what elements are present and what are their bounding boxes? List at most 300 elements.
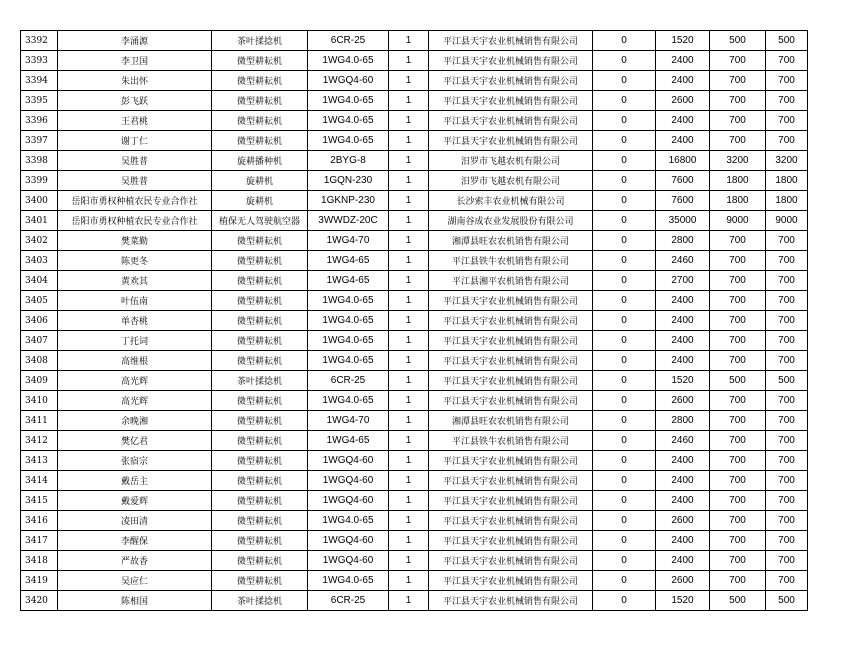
cell-serial-number: 3404 [21, 271, 58, 291]
cell-serial-number: 3402 [21, 231, 58, 251]
cell-dealer: 长沙索丰农业机械有限公司 [429, 191, 593, 211]
cell-subsidy-amount: 700 [710, 531, 766, 551]
cell-machine-type: 微型耕耘机 [212, 551, 308, 571]
cell-quantity: 1 [389, 411, 429, 431]
cell-zero-value: 0 [593, 351, 656, 371]
cell-sale-price: 7600 [656, 191, 710, 211]
cell-subsidy-amount: 700 [710, 111, 766, 131]
cell-machine-type: 微型耕耘机 [212, 231, 308, 251]
cell-serial-number: 3416 [21, 511, 58, 531]
cell-total-subsidy: 1800 [766, 191, 808, 211]
cell-sale-price: 2400 [656, 451, 710, 471]
cell-purchaser-name: 李涌源 [58, 31, 212, 51]
cell-total-subsidy: 700 [766, 71, 808, 91]
cell-subsidy-amount: 700 [710, 231, 766, 251]
table-row [21, 351, 808, 371]
cell-subsidy-amount: 700 [710, 411, 766, 431]
cell-total-subsidy: 1800 [766, 171, 808, 191]
cell-total-subsidy: 700 [766, 491, 808, 511]
cell-dealer: 平江县天宇农业机械销售有限公司 [429, 111, 593, 131]
cell-dealer: 平江县天宇农业机械销售有限公司 [429, 311, 593, 331]
cell-model: 1WG4.0-65 [308, 111, 389, 131]
cell-machine-type: 茶叶揉捻机 [212, 371, 308, 391]
cell-model: 1WG4.0-65 [308, 131, 389, 151]
table-row [21, 511, 808, 531]
cell-sale-price: 2400 [656, 551, 710, 571]
cell-purchaser-name: 余晚湘 [58, 411, 212, 431]
cell-total-subsidy: 700 [766, 531, 808, 551]
cell-purchaser-name: 陈相国 [58, 591, 212, 611]
cell-sale-price: 2460 [656, 251, 710, 271]
table-row [21, 271, 808, 291]
cell-model: 1WG4.0-65 [308, 91, 389, 111]
cell-sale-price: 2400 [656, 331, 710, 351]
cell-machine-type: 微型耕耘机 [212, 531, 308, 551]
cell-purchaser-name: 岳阳市勇权种植农民专业合作社 [58, 191, 212, 211]
cell-zero-value: 0 [593, 191, 656, 211]
cell-serial-number: 3408 [21, 351, 58, 371]
cell-total-subsidy: 700 [766, 111, 808, 131]
cell-subsidy-amount: 700 [710, 251, 766, 271]
cell-model: 1WG4.0-65 [308, 291, 389, 311]
cell-serial-number: 3414 [21, 471, 58, 491]
cell-machine-type: 微型耕耘机 [212, 571, 308, 591]
cell-total-subsidy: 700 [766, 331, 808, 351]
table-row [21, 211, 808, 231]
cell-machine-type: 微型耕耘机 [212, 251, 308, 271]
cell-zero-value: 0 [593, 591, 656, 611]
cell-sale-price: 2600 [656, 91, 710, 111]
cell-subsidy-amount: 700 [710, 471, 766, 491]
cell-zero-value: 0 [593, 211, 656, 231]
cell-purchaser-name: 樊亿君 [58, 431, 212, 451]
cell-dealer: 平江县天宇农业机械销售有限公司 [429, 71, 593, 91]
table-row [21, 531, 808, 551]
cell-machine-type: 植保无人驾驶航空器 [212, 211, 308, 231]
cell-zero-value: 0 [593, 571, 656, 591]
cell-subsidy-amount: 700 [710, 551, 766, 571]
cell-total-subsidy: 700 [766, 451, 808, 471]
table-row [21, 231, 808, 251]
cell-sale-price: 2600 [656, 571, 710, 591]
cell-model: 1WGQ4-60 [308, 451, 389, 471]
cell-purchaser-name: 高光辉 [58, 371, 212, 391]
cell-sale-price: 2400 [656, 351, 710, 371]
cell-serial-number: 3415 [21, 491, 58, 511]
cell-subsidy-amount: 9000 [710, 211, 766, 231]
cell-zero-value: 0 [593, 411, 656, 431]
cell-total-subsidy: 500 [766, 591, 808, 611]
cell-dealer: 平江县天宇农业机械销售有限公司 [429, 471, 593, 491]
cell-quantity: 1 [389, 151, 429, 171]
cell-sale-price: 2400 [656, 111, 710, 131]
cell-quantity: 1 [389, 51, 429, 71]
table-row [21, 71, 808, 91]
cell-sale-price: 2600 [656, 511, 710, 531]
table-row [21, 491, 808, 511]
cell-zero-value: 0 [593, 471, 656, 491]
cell-zero-value: 0 [593, 271, 656, 291]
cell-serial-number: 3410 [21, 391, 58, 411]
cell-dealer: 平江县天宇农业机械销售有限公司 [429, 291, 593, 311]
cell-machine-type: 微型耕耘机 [212, 451, 308, 471]
cell-quantity: 1 [389, 351, 429, 371]
cell-subsidy-amount: 700 [710, 131, 766, 151]
cell-sale-price: 2400 [656, 71, 710, 91]
cell-serial-number: 3417 [21, 531, 58, 551]
cell-subsidy-amount: 700 [710, 491, 766, 511]
subsidy-table [20, 30, 808, 611]
cell-total-subsidy: 700 [766, 351, 808, 371]
cell-dealer: 平江县天宇农业机械销售有限公司 [429, 91, 593, 111]
cell-total-subsidy: 700 [766, 571, 808, 591]
cell-total-subsidy: 700 [766, 291, 808, 311]
cell-total-subsidy: 700 [766, 251, 808, 271]
cell-model: 6CR-25 [308, 31, 389, 51]
cell-serial-number: 3412 [21, 431, 58, 451]
cell-dealer: 平江县天宇农业机械销售有限公司 [429, 571, 593, 591]
cell-total-subsidy: 500 [766, 371, 808, 391]
cell-model: 1WGQ4-60 [308, 531, 389, 551]
cell-serial-number: 3399 [21, 171, 58, 191]
table-row [21, 291, 808, 311]
cell-dealer: 平江县天宇农业机械销售有限公司 [429, 591, 593, 611]
cell-purchaser-name: 李卫国 [58, 51, 212, 71]
cell-sale-price: 1520 [656, 371, 710, 391]
cell-subsidy-amount: 700 [710, 391, 766, 411]
cell-total-subsidy: 3200 [766, 151, 808, 171]
cell-serial-number: 3418 [21, 551, 58, 571]
cell-serial-number: 3396 [21, 111, 58, 131]
cell-quantity: 1 [389, 531, 429, 551]
cell-serial-number: 3406 [21, 311, 58, 331]
cell-sale-price: 2800 [656, 231, 710, 251]
cell-model: 1WG4-65 [308, 251, 389, 271]
cell-total-subsidy: 700 [766, 311, 808, 331]
cell-sale-price: 1520 [656, 591, 710, 611]
table-row [21, 251, 808, 271]
cell-total-subsidy: 700 [766, 391, 808, 411]
cell-zero-value: 0 [593, 391, 656, 411]
cell-model: 1WG4.0-65 [308, 571, 389, 591]
cell-dealer: 平江县天宇农业机械销售有限公司 [429, 391, 593, 411]
cell-zero-value: 0 [593, 131, 656, 151]
cell-dealer: 平江县天宇农业机械销售有限公司 [429, 531, 593, 551]
cell-zero-value: 0 [593, 171, 656, 191]
cell-machine-type: 微型耕耘机 [212, 411, 308, 431]
cell-model: 1WG4.0-65 [308, 391, 389, 411]
cell-sale-price: 2600 [656, 391, 710, 411]
cell-sale-price: 2400 [656, 311, 710, 331]
cell-sale-price: 2400 [656, 531, 710, 551]
cell-sale-price: 2400 [656, 471, 710, 491]
cell-dealer: 平江县天宇农业机械销售有限公司 [429, 511, 593, 531]
cell-machine-type: 微型耕耘机 [212, 131, 308, 151]
cell-quantity: 1 [389, 551, 429, 571]
cell-serial-number: 3420 [21, 591, 58, 611]
cell-dealer: 平江县天宇农业机械销售有限公司 [429, 551, 593, 571]
cell-sale-price: 2400 [656, 291, 710, 311]
table-row [21, 91, 808, 111]
cell-model: 1WGQ4-60 [308, 471, 389, 491]
cell-model: 1GQN-230 [308, 171, 389, 191]
cell-zero-value: 0 [593, 91, 656, 111]
cell-dealer: 平江县湘平农机销售有限公司 [429, 271, 593, 291]
cell-purchaser-name: 岳阳市勇权种植农民专业合作社 [58, 211, 212, 231]
cell-machine-type: 微型耕耘机 [212, 271, 308, 291]
table-row [21, 551, 808, 571]
cell-quantity: 1 [389, 591, 429, 611]
table-row [21, 111, 808, 131]
cell-subsidy-amount: 700 [710, 71, 766, 91]
cell-total-subsidy: 700 [766, 411, 808, 431]
cell-serial-number: 3398 [21, 151, 58, 171]
table-row [21, 411, 808, 431]
cell-purchaser-name: 叶伍南 [58, 291, 212, 311]
cell-quantity: 1 [389, 191, 429, 211]
cell-dealer: 湘潭县旺农农机销售有限公司 [429, 231, 593, 251]
cell-subsidy-amount: 500 [710, 591, 766, 611]
cell-subsidy-amount: 500 [710, 371, 766, 391]
cell-dealer: 湖南谷成农业发展股份有限公司 [429, 211, 593, 231]
table-row [21, 311, 808, 331]
table-row [21, 471, 808, 491]
table-row [21, 151, 808, 171]
cell-subsidy-amount: 700 [710, 91, 766, 111]
cell-dealer: 汨罗市飞越农机有限公司 [429, 151, 593, 171]
cell-sale-price: 2400 [656, 131, 710, 151]
cell-subsidy-amount: 700 [710, 271, 766, 291]
cell-purchaser-name: 吴胜普 [58, 171, 212, 191]
cell-quantity: 1 [389, 131, 429, 151]
cell-subsidy-amount: 700 [710, 511, 766, 531]
cell-machine-type: 微型耕耘机 [212, 71, 308, 91]
cell-purchaser-name: 吴胜普 [58, 151, 212, 171]
cell-quantity: 1 [389, 391, 429, 411]
cell-quantity: 1 [389, 231, 429, 251]
cell-purchaser-name: 陈更冬 [58, 251, 212, 271]
cell-dealer: 湘潭县旺农农机销售有限公司 [429, 411, 593, 431]
cell-machine-type: 微型耕耘机 [212, 291, 308, 311]
cell-quantity: 1 [389, 211, 429, 231]
cell-sale-price: 16800 [656, 151, 710, 171]
cell-zero-value: 0 [593, 111, 656, 131]
cell-zero-value: 0 [593, 251, 656, 271]
cell-zero-value: 0 [593, 311, 656, 331]
cell-dealer: 平江县天宇农业机械销售有限公司 [429, 331, 593, 351]
cell-quantity: 1 [389, 271, 429, 291]
cell-subsidy-amount: 700 [710, 331, 766, 351]
cell-total-subsidy: 700 [766, 511, 808, 531]
cell-zero-value: 0 [593, 31, 656, 51]
subsidy-table-container [20, 30, 807, 611]
cell-purchaser-name: 丁托词 [58, 331, 212, 351]
cell-purchaser-name: 戴岳主 [58, 471, 212, 491]
cell-machine-type: 微型耕耘机 [212, 111, 308, 131]
cell-model: 6CR-25 [308, 591, 389, 611]
cell-model: 3WWDZ-20C [308, 211, 389, 231]
table-row [21, 371, 808, 391]
cell-quantity: 1 [389, 451, 429, 471]
cell-zero-value: 0 [593, 331, 656, 351]
cell-quantity: 1 [389, 331, 429, 351]
cell-serial-number: 3400 [21, 191, 58, 211]
cell-quantity: 1 [389, 571, 429, 591]
table-body [21, 31, 808, 611]
cell-serial-number: 3405 [21, 291, 58, 311]
cell-zero-value: 0 [593, 511, 656, 531]
cell-total-subsidy: 500 [766, 31, 808, 51]
cell-quantity: 1 [389, 111, 429, 131]
cell-purchaser-name: 单杏桃 [58, 311, 212, 331]
cell-sale-price: 2400 [656, 51, 710, 71]
cell-zero-value: 0 [593, 491, 656, 511]
cell-serial-number: 3401 [21, 211, 58, 231]
cell-subsidy-amount: 700 [710, 51, 766, 71]
cell-subsidy-amount: 1800 [710, 191, 766, 211]
cell-purchaser-name: 凌田清 [58, 511, 212, 531]
cell-zero-value: 0 [593, 151, 656, 171]
cell-dealer: 平江县铁牛农机销售有限公司 [429, 251, 593, 271]
cell-sale-price: 2460 [656, 431, 710, 451]
table-row [21, 51, 808, 71]
cell-zero-value: 0 [593, 231, 656, 251]
cell-machine-type: 茶叶揉捻机 [212, 591, 308, 611]
table-row [21, 451, 808, 471]
cell-subsidy-amount: 700 [710, 351, 766, 371]
cell-model: 1WGQ4-60 [308, 551, 389, 571]
table-row [21, 431, 808, 451]
cell-serial-number: 3413 [21, 451, 58, 471]
cell-subsidy-amount: 700 [710, 311, 766, 331]
cell-sale-price: 2800 [656, 411, 710, 431]
cell-purchaser-name: 彭飞跃 [58, 91, 212, 111]
cell-machine-type: 旋耕播种机 [212, 151, 308, 171]
cell-zero-value: 0 [593, 71, 656, 91]
cell-machine-type: 微型耕耘机 [212, 51, 308, 71]
cell-model: 1WGQ4-60 [308, 71, 389, 91]
cell-model: 1WG4-65 [308, 431, 389, 451]
cell-purchaser-name: 朱出怀 [58, 71, 212, 91]
cell-quantity: 1 [389, 491, 429, 511]
cell-serial-number: 3392 [21, 31, 58, 51]
cell-sale-price: 1520 [656, 31, 710, 51]
cell-dealer: 汨罗市飞越农机有限公司 [429, 171, 593, 191]
cell-serial-number: 3419 [21, 571, 58, 591]
cell-dealer: 平江县铁牛农机销售有限公司 [429, 431, 593, 451]
table-row [21, 571, 808, 591]
table-row [21, 591, 808, 611]
cell-serial-number: 3393 [21, 51, 58, 71]
cell-quantity: 1 [389, 371, 429, 391]
table-row [21, 391, 808, 411]
cell-quantity: 1 [389, 171, 429, 191]
cell-machine-type: 微型耕耘机 [212, 431, 308, 451]
cell-quantity: 1 [389, 511, 429, 531]
cell-sale-price: 7600 [656, 171, 710, 191]
cell-purchaser-name: 谢丁仁 [58, 131, 212, 151]
cell-quantity: 1 [389, 431, 429, 451]
cell-zero-value: 0 [593, 451, 656, 471]
cell-model: 1WG4-70 [308, 411, 389, 431]
cell-model: 1GKNP-230 [308, 191, 389, 211]
cell-model: 1WG4.0-65 [308, 331, 389, 351]
cell-quantity: 1 [389, 311, 429, 331]
cell-quantity: 1 [389, 71, 429, 91]
cell-dealer: 平江县天宇农业机械销售有限公司 [429, 131, 593, 151]
cell-subsidy-amount: 3200 [710, 151, 766, 171]
cell-serial-number: 3409 [21, 371, 58, 391]
cell-total-subsidy: 700 [766, 551, 808, 571]
cell-total-subsidy: 700 [766, 51, 808, 71]
cell-total-subsidy: 9000 [766, 211, 808, 231]
cell-dealer: 平江县天宇农业机械销售有限公司 [429, 371, 593, 391]
cell-machine-type: 微型耕耘机 [212, 491, 308, 511]
cell-serial-number: 3397 [21, 131, 58, 151]
cell-machine-type: 微型耕耘机 [212, 351, 308, 371]
cell-total-subsidy: 700 [766, 231, 808, 251]
cell-zero-value: 0 [593, 551, 656, 571]
cell-serial-number: 3407 [21, 331, 58, 351]
cell-serial-number: 3403 [21, 251, 58, 271]
cell-total-subsidy: 700 [766, 431, 808, 451]
cell-purchaser-name: 严故香 [58, 551, 212, 571]
cell-total-subsidy: 700 [766, 271, 808, 291]
cell-subsidy-amount: 500 [710, 31, 766, 51]
cell-model: 1WG4.0-65 [308, 51, 389, 71]
table-row [21, 31, 808, 51]
cell-machine-type: 微型耕耘机 [212, 391, 308, 411]
cell-machine-type: 旋耕机 [212, 171, 308, 191]
cell-dealer: 平江县天宇农业机械销售有限公司 [429, 351, 593, 371]
cell-quantity: 1 [389, 471, 429, 491]
cell-model: 1WG4-65 [308, 271, 389, 291]
cell-sale-price: 2700 [656, 271, 710, 291]
cell-subsidy-amount: 1800 [710, 171, 766, 191]
cell-machine-type: 茶叶揉捻机 [212, 31, 308, 51]
cell-subsidy-amount: 700 [710, 451, 766, 471]
cell-purchaser-name: 高光辉 [58, 391, 212, 411]
cell-dealer: 平江县天宇农业机械销售有限公司 [429, 491, 593, 511]
cell-machine-type: 微型耕耘机 [212, 511, 308, 531]
cell-quantity: 1 [389, 91, 429, 111]
cell-sale-price: 35000 [656, 211, 710, 231]
cell-machine-type: 微型耕耘机 [212, 91, 308, 111]
table-row [21, 331, 808, 351]
cell-purchaser-name: 高维根 [58, 351, 212, 371]
cell-machine-type: 微型耕耘机 [212, 311, 308, 331]
cell-zero-value: 0 [593, 51, 656, 71]
cell-model: 1WG4.0-65 [308, 311, 389, 331]
cell-zero-value: 0 [593, 531, 656, 551]
cell-machine-type: 微型耕耘机 [212, 471, 308, 491]
cell-total-subsidy: 700 [766, 471, 808, 491]
cell-model: 1WGQ4-60 [308, 491, 389, 511]
cell-quantity: 1 [389, 251, 429, 271]
cell-model: 1WG4.0-65 [308, 351, 389, 371]
cell-model: 1WG4-70 [308, 231, 389, 251]
cell-quantity: 1 [389, 291, 429, 311]
cell-subsidy-amount: 700 [710, 291, 766, 311]
table-row [21, 171, 808, 191]
cell-dealer: 平江县天宇农业机械销售有限公司 [429, 451, 593, 471]
cell-model: 2BYG-8 [308, 151, 389, 171]
cell-purchaser-name: 樊菜勤 [58, 231, 212, 251]
cell-purchaser-name: 黄欢其 [58, 271, 212, 291]
cell-subsidy-amount: 700 [710, 431, 766, 451]
cell-subsidy-amount: 700 [710, 571, 766, 591]
cell-serial-number: 3411 [21, 411, 58, 431]
